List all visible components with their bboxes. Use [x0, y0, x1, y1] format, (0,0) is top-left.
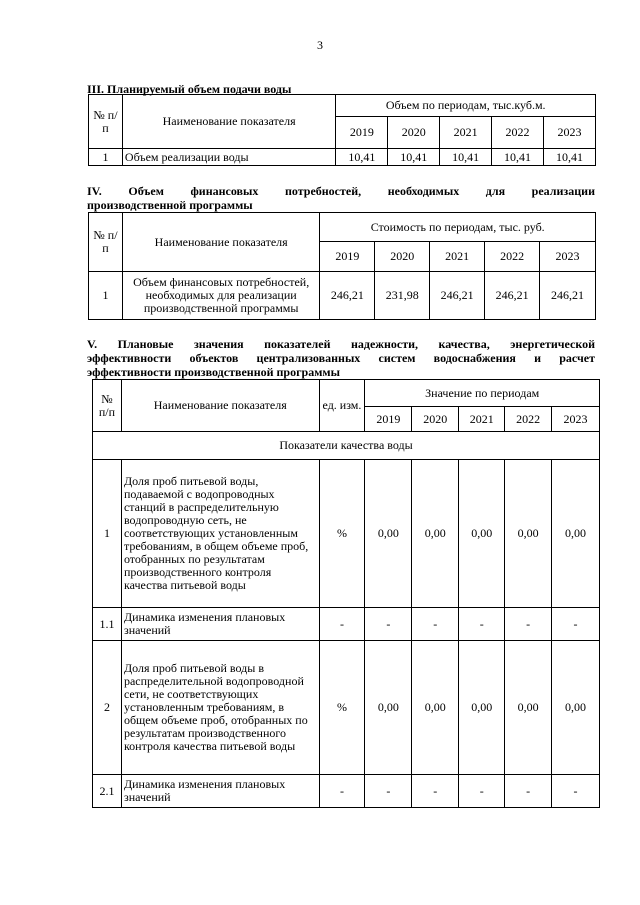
- table-row: [93, 775, 600, 808]
- table-row: [93, 460, 600, 608]
- row-unit: %: [319, 641, 365, 775]
- year-header: 2019: [320, 242, 375, 272]
- row-name: Доля проб питьевой воды, подаваемой с водопроводных станций в распределительную водопроводную сеть, не соответствующих установленным требованиям, в общем объеме проб, отобранных по результатам производственного контроля качества питьевой воды: [121, 460, 319, 608]
- row-value: -: [412, 775, 459, 808]
- row-value: 0,00: [552, 641, 600, 775]
- row-unit: %: [319, 460, 365, 608]
- section5-title-line1: V. Плановые значения показателей надежности, качества, энергетической: [87, 337, 595, 351]
- row-num: 1.1: [93, 608, 122, 641]
- year-header: 2020: [375, 242, 430, 272]
- col-num-header: № п/п: [89, 213, 123, 272]
- row-value: 10,41: [336, 149, 388, 166]
- row-num: 2: [93, 641, 122, 775]
- row-value: 0,00: [459, 641, 505, 775]
- row-value: 0,00: [552, 460, 600, 608]
- row-value: 246,21: [430, 272, 485, 320]
- row-value: 0,00: [412, 641, 459, 775]
- col-num-header: № п/п: [89, 95, 123, 149]
- row-num: 1: [89, 272, 123, 320]
- row-value: 10,41: [440, 149, 492, 166]
- year-header: 2023: [540, 242, 596, 272]
- row-name: Доля проб питьевой воды в распределительной водопроводной сети, не соответствующих установленным требованиям, в общем объеме проб, отобранных по результатам производственного контроля качества питьевой воды: [121, 641, 319, 775]
- row-value: 0,00: [459, 460, 505, 608]
- row-value: -: [505, 608, 552, 641]
- table-row: [89, 272, 596, 320]
- row-value: -: [365, 775, 412, 808]
- year-header: 2021: [440, 117, 492, 149]
- row-value: -: [412, 608, 459, 641]
- water-supply-table: [88, 94, 596, 166]
- section4-title-line2: производственной программы: [87, 198, 253, 212]
- section3-title: III. Планируемый объем подачи воды: [87, 82, 292, 96]
- row-value: -: [505, 775, 552, 808]
- col-group-header: Значение по периодам: [365, 380, 600, 407]
- section5-title-line2: эффективности объектов централизованных систем водоснабжения и расчет: [87, 351, 595, 365]
- year-header: 2021: [459, 407, 505, 432]
- table-row: [93, 641, 600, 775]
- row-value: 0,00: [505, 460, 552, 608]
- row-value: 0,00: [505, 641, 552, 775]
- section5-title: [87, 337, 595, 379]
- year-header: 2023: [552, 407, 600, 432]
- year-header: 2023: [544, 117, 596, 149]
- table-row: [93, 608, 600, 641]
- row-value: -: [552, 608, 600, 641]
- row-value: 0,00: [365, 460, 412, 608]
- row-value: 0,00: [365, 641, 412, 775]
- row-value: 246,21: [320, 272, 375, 320]
- col-group-header: Объем по периодам, тыс.куб.м.: [336, 95, 596, 117]
- row-value: -: [459, 775, 505, 808]
- row-unit: -: [319, 775, 365, 808]
- row-value: 0,00: [412, 460, 459, 608]
- year-header: 2020: [412, 407, 459, 432]
- row-value: 10,41: [388, 149, 440, 166]
- row-name: Динамика изменения плановых значений: [121, 608, 319, 641]
- row-value: -: [552, 775, 600, 808]
- col-name-header: Наименование показателя: [121, 380, 319, 432]
- row-name: Объем финансовых потребностей, необходимых для реализации производственной программы: [122, 272, 320, 320]
- row-value: 10,41: [492, 149, 544, 166]
- quality-subheader: Показатели качества воды: [93, 432, 600, 460]
- col-num-header: № п/п: [93, 380, 122, 432]
- year-header: 2020: [388, 117, 440, 149]
- col-name-header: Наименование показателя: [122, 95, 335, 149]
- year-header: 2022: [492, 117, 544, 149]
- col-name-header: Наименование показателя: [122, 213, 320, 272]
- row-value: 246,21: [485, 272, 540, 320]
- row-value: -: [459, 608, 505, 641]
- year-header: 2022: [485, 242, 540, 272]
- col-group-header: Стоимость по периодам, тыс. руб.: [320, 213, 596, 242]
- row-num: 1: [93, 460, 122, 608]
- row-value: 10,41: [544, 149, 596, 166]
- row-num: 1: [89, 149, 123, 166]
- col-unit-header: ед. изм.: [319, 380, 365, 432]
- row-name: Объем реализации воды: [122, 149, 335, 166]
- year-header: 2021: [430, 242, 485, 272]
- year-header: 2019: [365, 407, 412, 432]
- row-value: -: [365, 608, 412, 641]
- row-value: 231,98: [375, 272, 430, 320]
- row-name: Динамика изменения плановых значений: [121, 775, 319, 808]
- section4-title-line1: IV. Объем финансовых потребностей, необходимых для реализации: [87, 184, 595, 198]
- section4-title: [87, 184, 595, 212]
- year-header: 2019: [336, 117, 388, 149]
- quality-indicators-table: [92, 379, 600, 808]
- row-value: 246,21: [540, 272, 596, 320]
- row-unit: -: [319, 608, 365, 641]
- year-header: 2022: [505, 407, 552, 432]
- table-row: [89, 149, 596, 166]
- financial-needs-table: [88, 212, 596, 320]
- page-number: 3: [317, 38, 323, 52]
- row-num: 2.1: [93, 775, 122, 808]
- section5-title-line3: эффективности производственной программы: [87, 365, 340, 379]
